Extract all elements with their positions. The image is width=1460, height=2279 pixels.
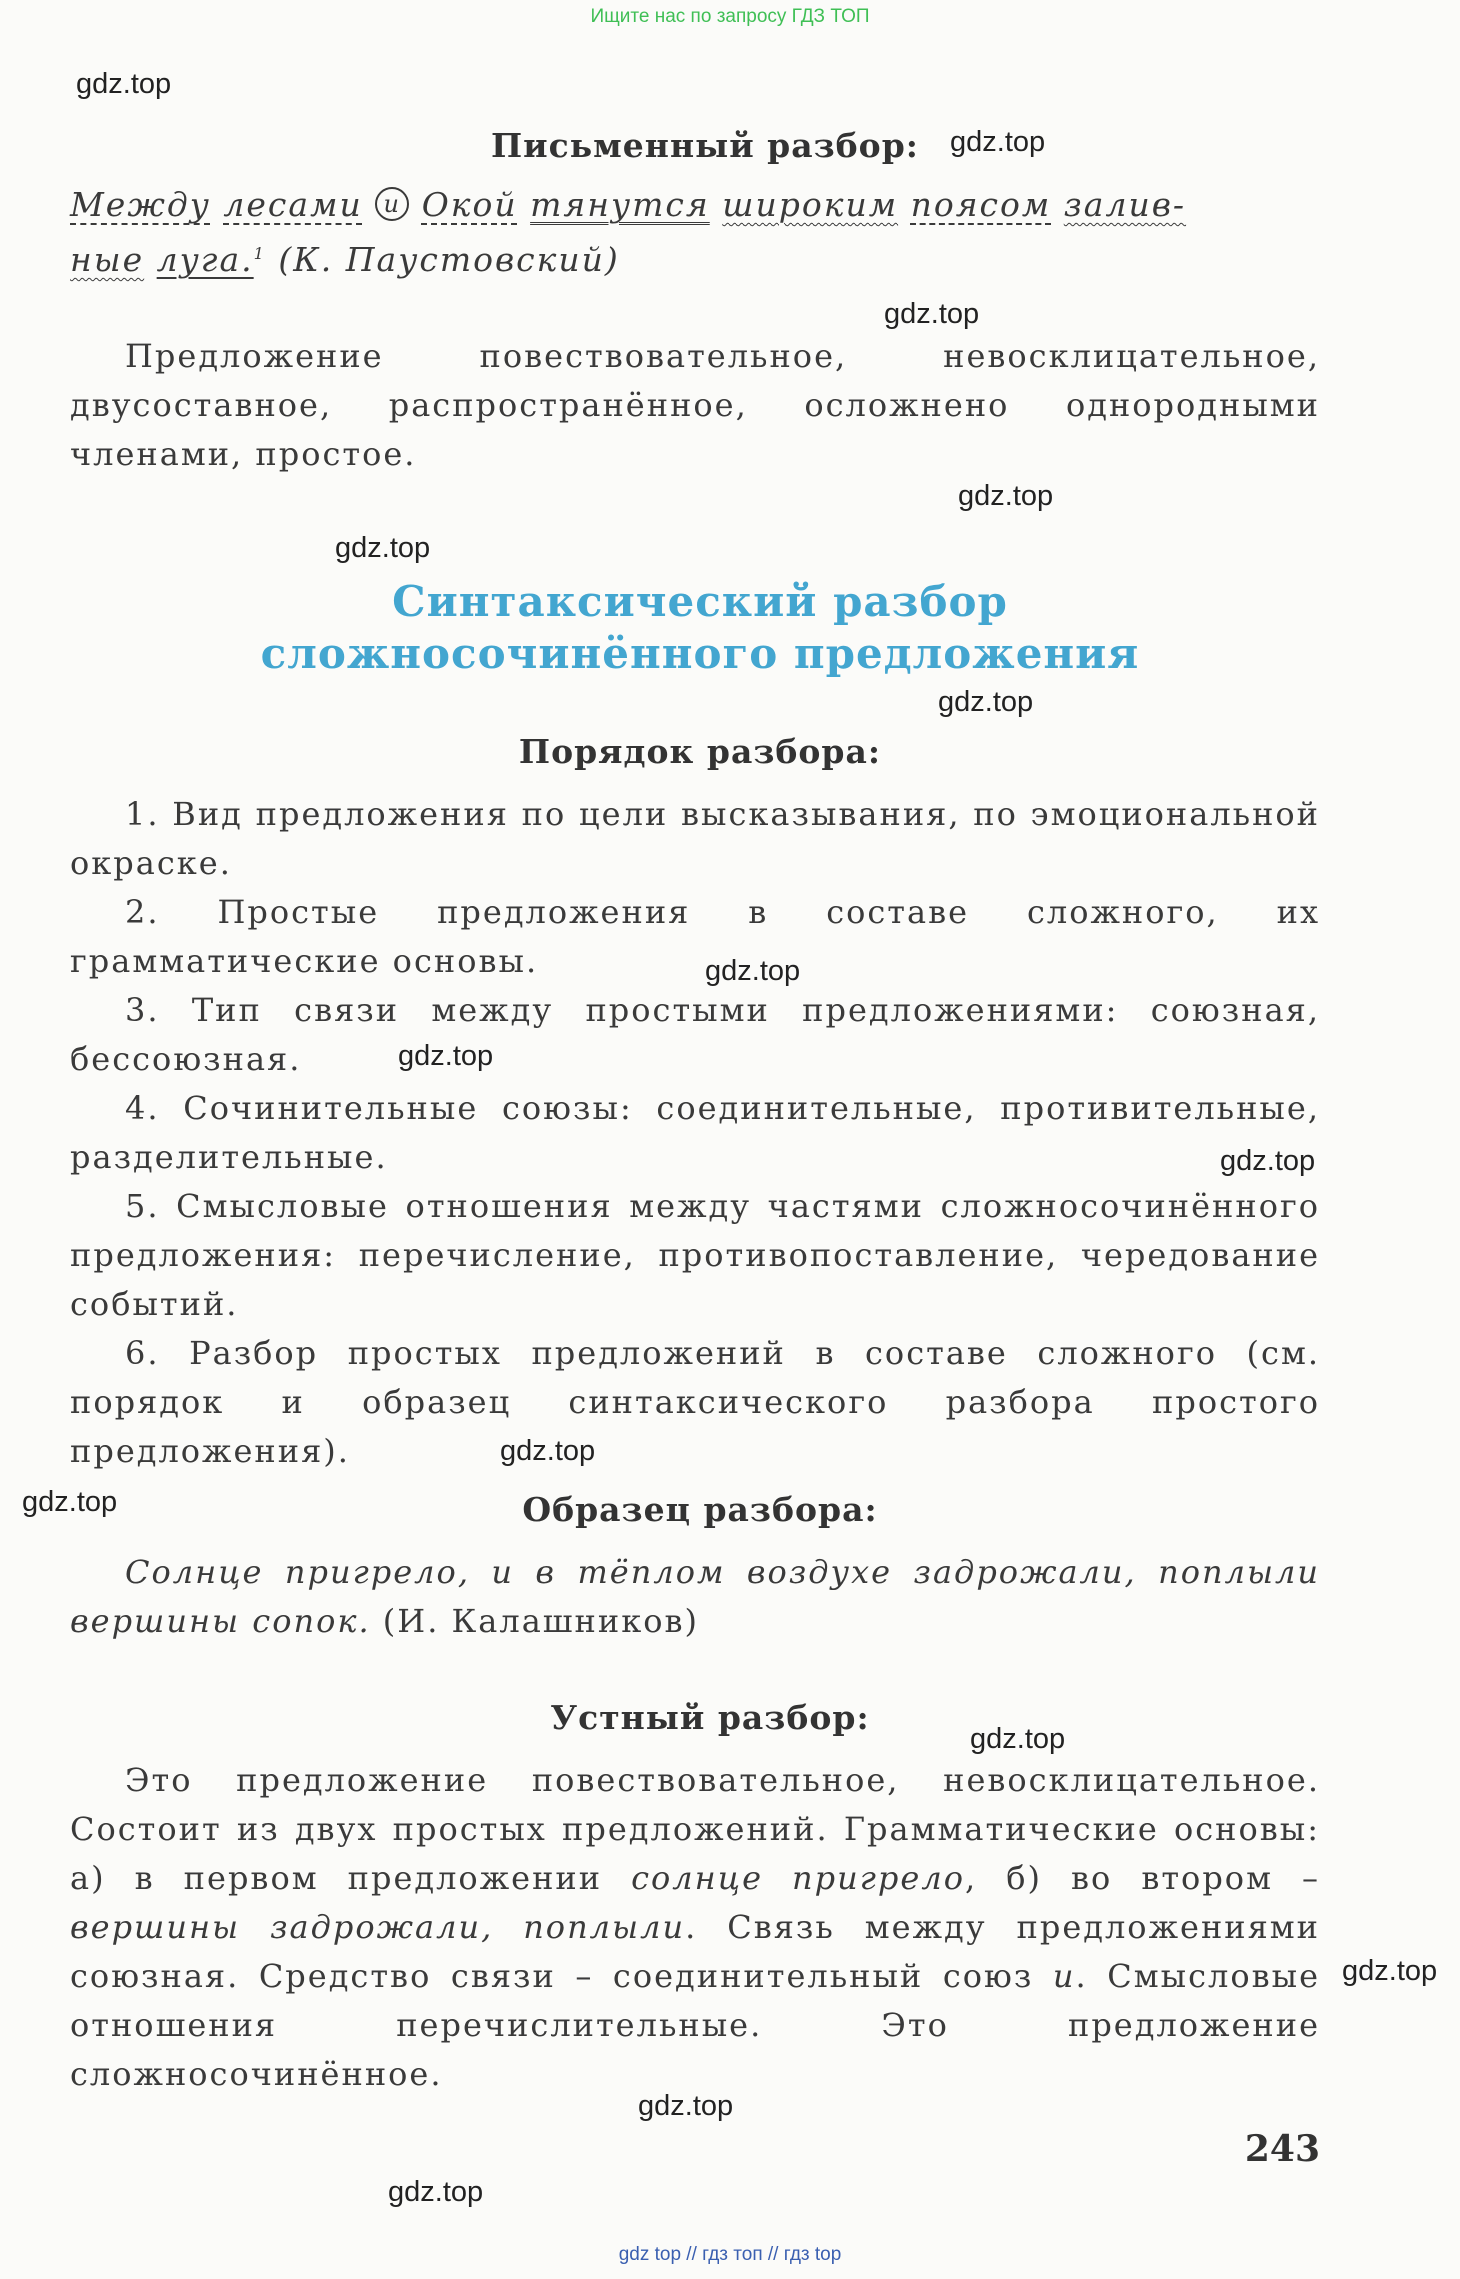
watermark: gdz.top [1220, 1145, 1316, 1177]
oral-italic: солнце пригрело [631, 1859, 965, 1897]
oral-text: . Смысловые отношения перечислительные. Это предложение сложносочинённое. [70, 1957, 1321, 2093]
oral-heading: Устный разбор: [550, 1698, 870, 1737]
written-heading: Письменный разбор: [491, 126, 919, 165]
watermark: gdz.top [1342, 1955, 1438, 1987]
word: ные [70, 240, 145, 279]
watermark: gdz.top [335, 532, 431, 564]
order-item-5: 5. Смысловые отношения между частями сложносочинённого предложения: перечисление, противопоставление, чередование событий. [70, 1187, 1320, 1323]
oral-analysis [70, 1756, 1320, 2099]
sample-sentence-block [70, 1548, 1320, 1646]
watermark: gdz.top [705, 955, 801, 987]
word: широким [722, 185, 899, 224]
oral-text: Это предложение повествовательное, невосклицательное. Состоит из двух простых предложений. Грамматические основы: а) в первом предложении [70, 1761, 1320, 1897]
order-item-2: 2. Простые предложения в составе сложного, их грамматические основы. [70, 893, 1320, 980]
subject: луга. [156, 240, 254, 279]
watermark: gdz.top [638, 2090, 734, 2122]
conjunction-circle: и [375, 187, 409, 221]
word: залив- [1063, 185, 1187, 224]
watermark: gdz.top [938, 686, 1034, 718]
example-author: (К. Паустовский) [278, 240, 620, 279]
watermark: gdz.top [950, 126, 1046, 158]
oral-italic: и [1052, 1957, 1076, 1995]
word: Окой [421, 185, 518, 224]
watermark: gdz.top [398, 1040, 494, 1072]
watermark: gdz.top [388, 2176, 484, 2208]
word: Между [70, 185, 211, 224]
sample-sentence: Солнце пригрело, и в тёплом воздухе задрожали, поплыли вершины сопок. [70, 1553, 1320, 1640]
written-analysis: Предложение повествовательное, невосклицательное, двусоставное, распространённое, осложнено однородными членами, простое. [70, 337, 1320, 473]
order-item-6: 6. Разбор простых предложений в составе сложного (см. порядок и образец синтаксического разбора простого предложения). [70, 1334, 1320, 1470]
footnote-mark: 1 [253, 244, 266, 263]
word: лесами [223, 185, 363, 224]
oral-italic: вершины задрожали, поплыли [70, 1908, 686, 1946]
page-number: 243 [1244, 2128, 1320, 2170]
watermark: gdz.top [970, 1723, 1066, 1755]
section-title-line1: Синтаксический разбор [392, 577, 1008, 626]
sample-author: (И. Калашников) [382, 1602, 699, 1640]
oral-text: , б) во втором – [964, 1859, 1320, 1897]
sample-heading: Образец разбора: [522, 1490, 878, 1529]
section-title-line2: сложносочинённого предложения [260, 629, 1140, 678]
predicate: тянутся [530, 185, 710, 224]
order-heading: Порядок разбора: [518, 732, 882, 771]
oral-text: . Связь между предложениями союзная. Средство связи – соединительный союз [70, 1908, 1321, 1995]
top-banner: Ищите нас по запросу ГДЗ ТОП [590, 6, 870, 27]
order-list [70, 790, 1320, 1476]
order-item-4: 4. Сочинительные союзы: соединительные, противительные, разделительные. [70, 1089, 1320, 1176]
word: поясом [910, 185, 1052, 224]
bottom-banner: gdz top // гдз топ // гдз top [618, 2244, 842, 2265]
order-item-1: 1. Вид предложения по цели высказывания, по эмоциональной окраске. [70, 795, 1320, 882]
watermark: gdz.top [22, 1486, 118, 1518]
order-item-3: 3. Тип связи между простыми предложениями: союзная, бессоюзная. [70, 991, 1320, 1078]
watermark: gdz.top [958, 480, 1054, 512]
section-title [0, 576, 1400, 680]
example-sentence [70, 180, 1320, 284]
watermark: gdz.top [884, 298, 980, 330]
watermark: gdz.top [500, 1435, 596, 1467]
watermark: gdz.top [76, 68, 172, 100]
